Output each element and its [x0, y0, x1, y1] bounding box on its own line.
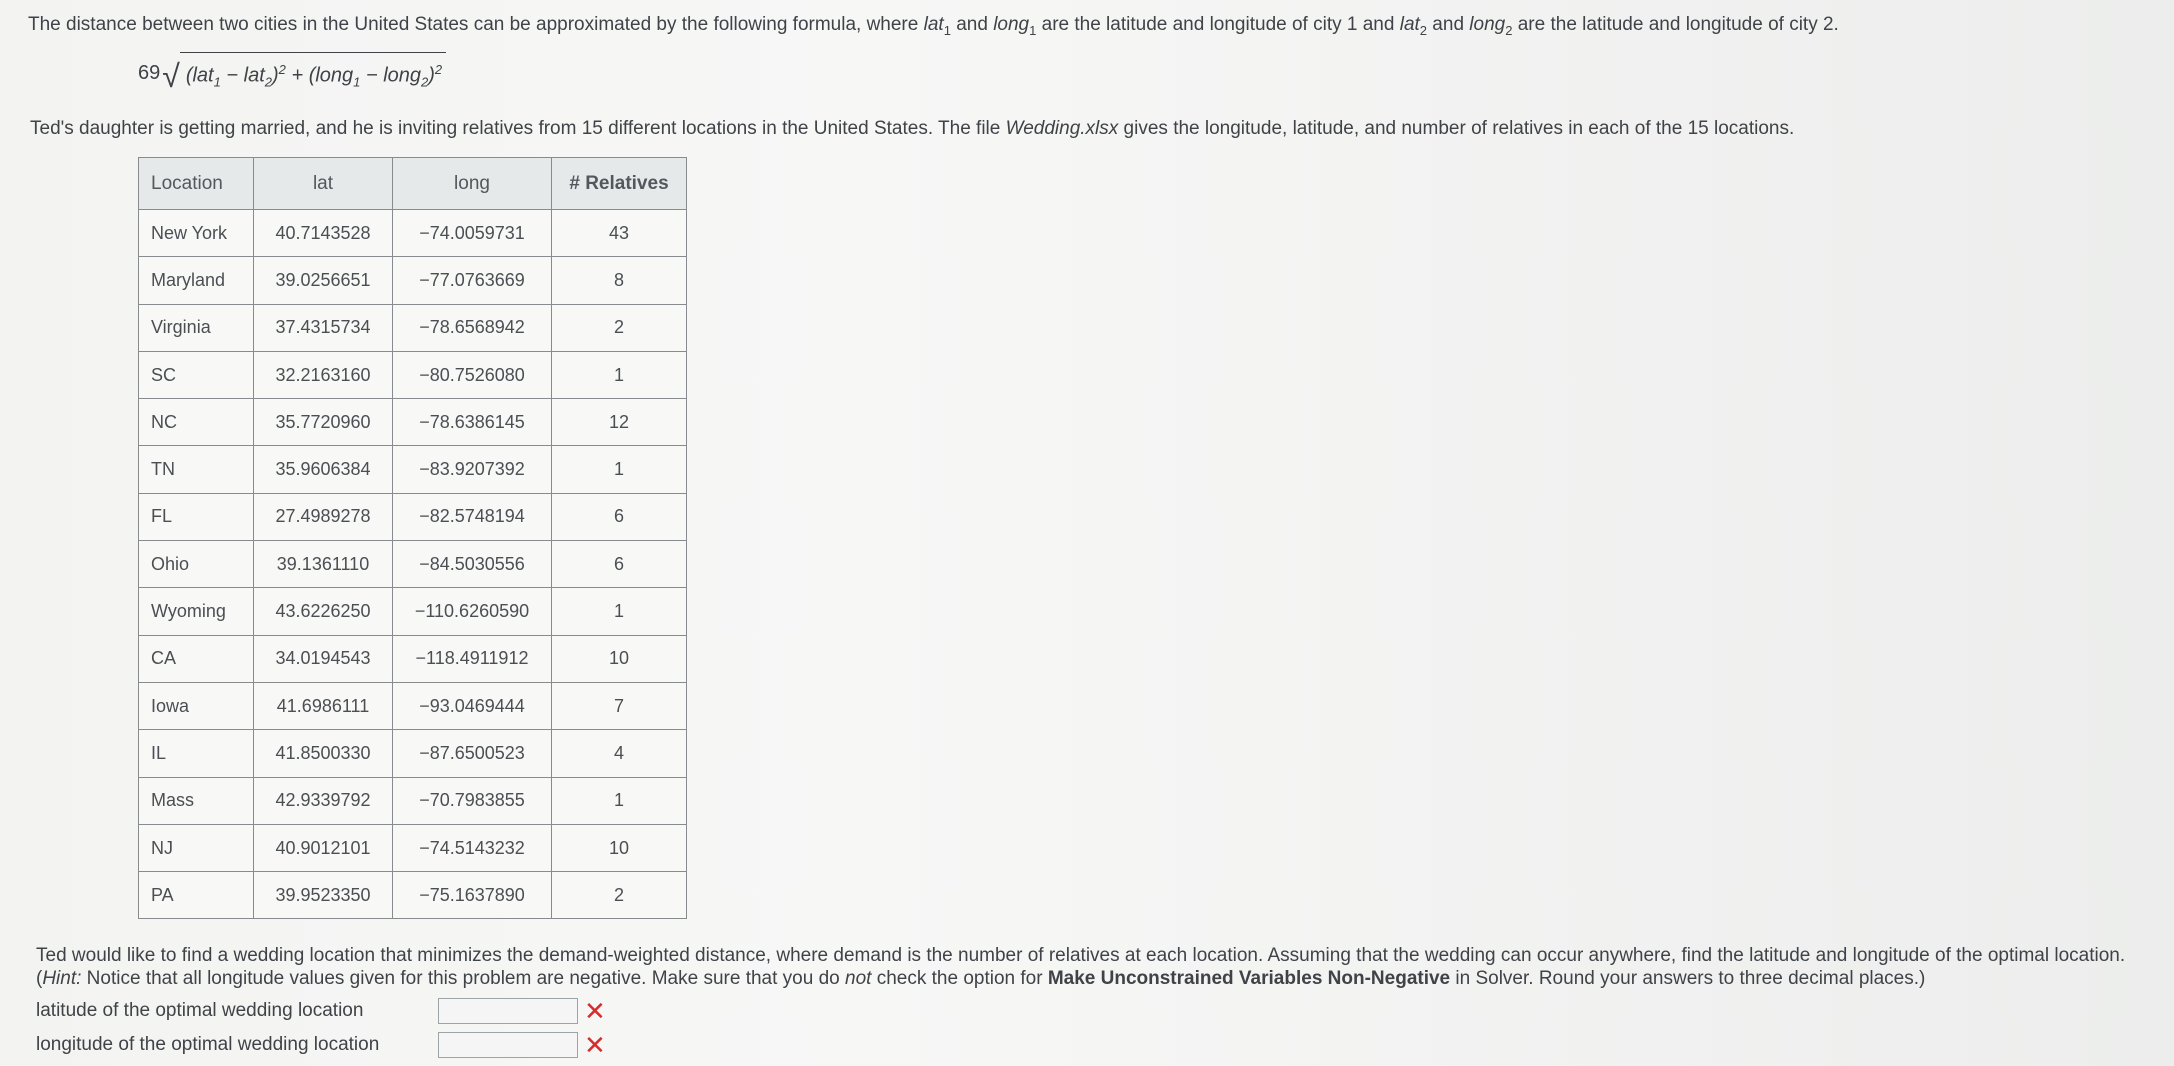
- cell-lat: 35.7720960: [254, 399, 393, 446]
- cell-long: −78.6568942: [393, 304, 552, 351]
- hint-label: Hint:: [42, 968, 82, 989]
- cell-lat: 39.0256651: [254, 257, 393, 304]
- description-part: gives the longitude, latitude, and number of relatives in each of the 15 locations.: [1118, 118, 1795, 139]
- table-row: [139, 446, 687, 493]
- subscript: 1: [353, 74, 361, 90]
- subscript: 2: [1505, 22, 1513, 38]
- cell-long: −74.5143232: [393, 824, 552, 871]
- cell-relatives: 10: [552, 635, 687, 682]
- superscript: 2: [278, 62, 286, 77]
- lat-term: lat: [1399, 14, 1420, 35]
- header-relatives: # Relatives: [552, 158, 687, 210]
- cell-location: Virginia: [139, 304, 254, 351]
- cell-relatives: 1: [552, 446, 687, 493]
- cell-relatives: 6: [552, 493, 687, 540]
- formula-coefficient: 69: [138, 62, 161, 85]
- header-long: long: [393, 158, 552, 210]
- locations-table-container: [138, 157, 687, 919]
- table-row: [139, 304, 687, 351]
- file-name: Wedding.xlsx: [1005, 118, 1119, 139]
- intro-text-part: and: [950, 14, 994, 35]
- formula-part: ): [272, 64, 279, 87]
- cell-relatives: 6: [552, 541, 687, 588]
- longitude-input[interactable]: [438, 1032, 578, 1058]
- cell-long: −74.0059731: [393, 210, 552, 257]
- cell-location: Maryland: [139, 257, 254, 304]
- cell-lat: 41.8500330: [254, 730, 393, 777]
- lat-term: lat: [923, 14, 944, 35]
- cell-lat: 39.1361110: [254, 541, 393, 588]
- cell-location: New York: [139, 210, 254, 257]
- cell-long: −70.7983855: [393, 777, 552, 824]
- cell-long: −75.1637890: [393, 872, 552, 919]
- formula-part: −: [220, 64, 244, 87]
- cell-long: −78.6386145: [393, 399, 552, 446]
- table-row: [139, 682, 687, 729]
- cell-relatives: 8: [552, 257, 687, 304]
- cell-location: IL: [139, 730, 254, 777]
- table-row: [139, 635, 687, 682]
- table-row: [139, 351, 687, 398]
- formula-part: lat: [192, 64, 214, 87]
- formula-part: + (: [285, 64, 316, 87]
- cell-long: −77.0763669: [393, 257, 552, 304]
- cell-lat: 40.7143528: [254, 210, 393, 257]
- intro-text-part: The distance between two cities in the United States can be approximated by the following formula, where: [28, 14, 924, 35]
- subscript: 2: [264, 74, 272, 90]
- question-text: [36, 944, 2166, 990]
- emphasis-not: not: [845, 968, 872, 989]
- question-part: Notice that all longitude values given for this problem are negative. Make sure that you do: [81, 968, 846, 989]
- cell-long: −118.4911912: [393, 635, 552, 682]
- table-row: [139, 210, 687, 257]
- formula-part: lat: [243, 64, 265, 87]
- incorrect-x-icon: ✕: [584, 1030, 606, 1060]
- cell-relatives: 1: [552, 351, 687, 398]
- cell-long: −84.5030556: [393, 541, 552, 588]
- cell-lat: 27.4989278: [254, 493, 393, 540]
- cell-lat: 34.0194543: [254, 635, 393, 682]
- intro-text: [28, 12, 2148, 44]
- question-part: check the option for: [871, 968, 1048, 989]
- table-row: [139, 824, 687, 871]
- cell-long: −83.9207392: [393, 446, 552, 493]
- cell-lat: 32.2163160: [254, 351, 393, 398]
- cell-relatives: 7: [552, 682, 687, 729]
- intro-text-part: are the latitude and longitude of city 2.: [1512, 14, 1839, 35]
- cell-location: Mass: [139, 777, 254, 824]
- table-row: [139, 399, 687, 446]
- cell-relatives: 43: [552, 210, 687, 257]
- subscript: 1: [943, 22, 951, 38]
- latitude-answer-row: [36, 998, 606, 1024]
- cell-location: Ohio: [139, 541, 254, 588]
- subscript: 2: [1419, 22, 1428, 38]
- cell-relatives: 2: [552, 304, 687, 351]
- cell-location: NC: [139, 399, 254, 446]
- table-row: [139, 541, 687, 588]
- table-header-row: [139, 158, 687, 210]
- formula-part: −: [360, 64, 384, 87]
- subscript: 1: [1029, 22, 1037, 38]
- cell-long: −82.5748194: [393, 493, 552, 540]
- long-term: long: [993, 14, 1030, 35]
- incorrect-x-icon: ✕: [584, 996, 606, 1026]
- table-row: [139, 493, 687, 540]
- cell-location: CA: [139, 635, 254, 682]
- header-lat: lat: [254, 158, 393, 210]
- locations-table: [138, 157, 687, 919]
- cell-location: PA: [139, 872, 254, 919]
- longitude-answer-row: [36, 1032, 606, 1058]
- cell-location: Wyoming: [139, 588, 254, 635]
- cell-long: −87.6500523: [393, 730, 552, 777]
- long-term: long: [1469, 14, 1506, 35]
- cell-lat: 42.9339792: [254, 777, 393, 824]
- cell-location: Iowa: [139, 682, 254, 729]
- header-location: Location: [139, 158, 254, 210]
- longitude-label: longitude of the optimal wedding location: [36, 1034, 380, 1055]
- cell-long: −110.6260590: [393, 588, 552, 635]
- cell-long: −93.0469444: [393, 682, 552, 729]
- cell-relatives: 1: [552, 777, 687, 824]
- intro-text-part: are the latitude and longitude of city 1 and: [1036, 14, 1400, 35]
- cell-relatives: 1: [552, 588, 687, 635]
- cell-location: TN: [139, 446, 254, 493]
- cell-lat: 39.9523350: [254, 872, 393, 919]
- cell-relatives: 12: [552, 399, 687, 446]
- table-row: [139, 777, 687, 824]
- square-root-icon: √: [162, 57, 180, 94]
- formula-part: (: [185, 64, 193, 87]
- formula-part: long: [383, 64, 422, 87]
- cell-lat: 37.4315734: [254, 304, 393, 351]
- description-part: Ted's daughter is getting married, and he is inviting relatives from 15 different locations in the United States. The file: [30, 118, 1006, 139]
- cell-relatives: 10: [552, 824, 687, 871]
- latitude-label: latitude of the optimal wedding location: [36, 1000, 364, 1021]
- cell-lat: 40.9012101: [254, 824, 393, 871]
- table-row: [139, 730, 687, 777]
- latitude-input[interactable]: [438, 998, 578, 1024]
- formula-radicand: [180, 52, 446, 96]
- solver-option-name: Make Unconstrained Variables Non-Negative: [1047, 968, 1451, 989]
- cell-location: SC: [139, 351, 254, 398]
- table-row: [139, 257, 687, 304]
- distance-formula: [138, 52, 446, 96]
- table-row: [139, 588, 687, 635]
- superscript: 2: [434, 62, 443, 77]
- cell-lat: 43.6226250: [254, 588, 393, 635]
- cell-lat: 41.6986111: [254, 682, 393, 729]
- subscript: 1: [213, 74, 221, 90]
- cell-lat: 35.9606384: [254, 446, 393, 493]
- cell-long: −80.7526080: [393, 351, 552, 398]
- intro-text-part: and: [1427, 14, 1470, 35]
- cell-relatives: 2: [552, 872, 687, 919]
- table-row: [139, 872, 687, 919]
- cell-location: FL: [139, 493, 254, 540]
- subscript: 2: [421, 74, 429, 90]
- question-part: Ted would like to find a wedding location that minimizes the demand-weighted distance, where demand is the number of relatives at each location. Assuming that the wedding can occur anywhere, find the latitude and longitude of the optimal location. (: [36, 945, 2126, 989]
- formula-part: ): [428, 64, 435, 87]
- cell-relatives: 4: [552, 730, 687, 777]
- cell-location: NJ: [139, 824, 254, 871]
- problem-description: [30, 116, 1794, 142]
- formula-part: long: [315, 64, 354, 87]
- question-part: in Solver. Round your answers to three decimal places.): [1450, 968, 1926, 989]
